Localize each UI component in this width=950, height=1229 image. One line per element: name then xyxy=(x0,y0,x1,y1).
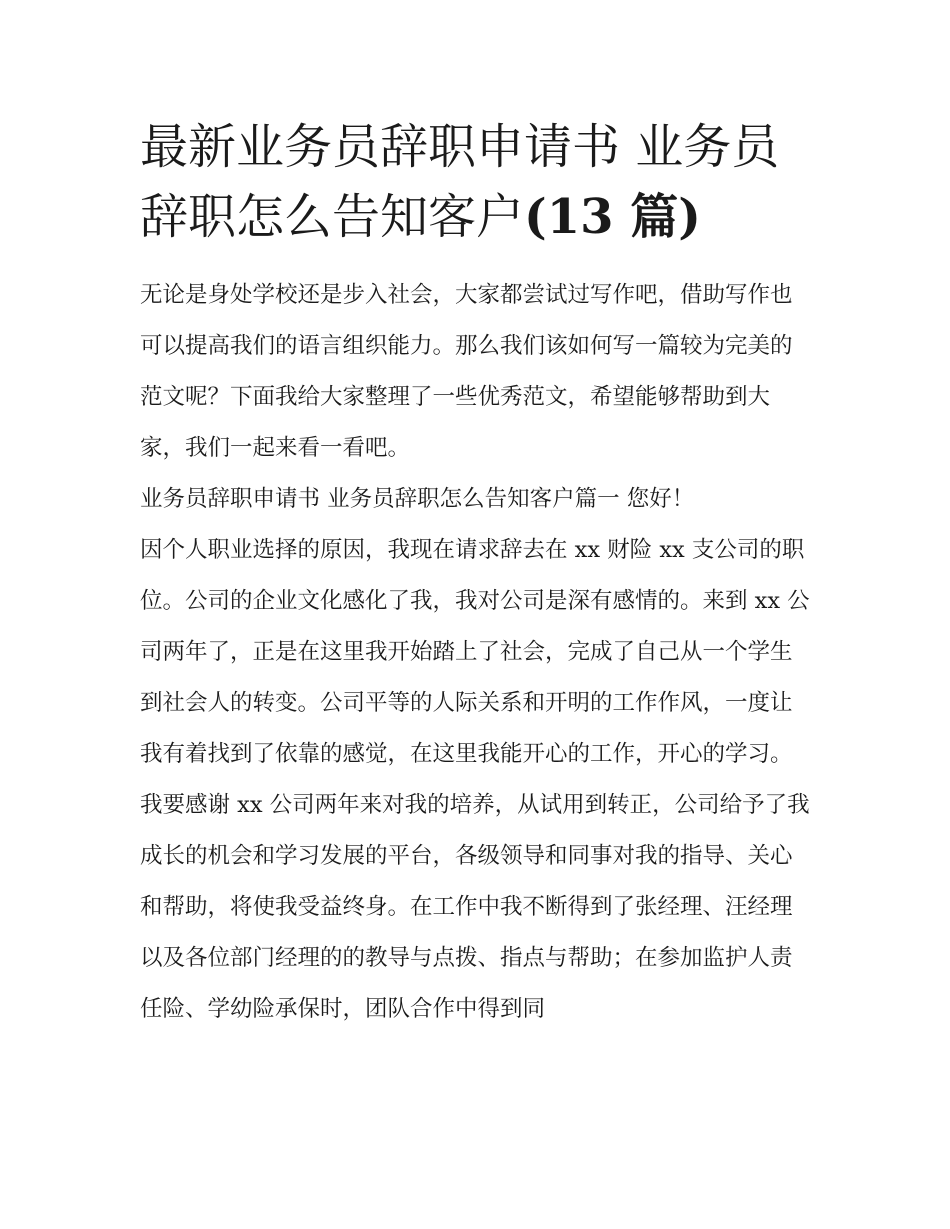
title-main: 最新业务员辞职申请书 业务员辞职怎么告知客户 xyxy=(140,119,780,245)
paragraph-heading: 业务员辞职申请书 业务员辞职怎么告知客户篇一 您好！ xyxy=(140,486,695,512)
document-page xyxy=(140,112,812,1035)
paragraph-thanks: 我要感谢 xx 公司两年来对我的培养，从试用到转正，公司给予了我成长的机会和学习发展的平台，各级领导和同事对我的指导、关心和帮助，将使我受益终身。在工作中我不断得到了张经理、汪经理以及各位部门经理的的教导与点拨、指点与帮助；在参加监护人责任险、学幼险承保时，团队合作中得到同 xyxy=(140,792,810,1022)
paragraph-intro: 无论是身处学校还是步入社会，大家都尝试过写作吧，借助写作也可以提高我们的语言组织能力。那么我们该如何写一篇较为完美的范文呢？下面我给大家整理了一些优秀范文，希望能够帮助到大家，我们一起来看一看吧。 xyxy=(140,282,793,461)
paragraph-reason: 因个人职业选择的原因，我现在请求辞去在 xx 财险 xx 支公司的职位。公司的企业文化感化了我，我对公司是深有感情的。来到 xx 公司两年了，正是在这里我开始踏上了社会，完成了自己从一个学生到社会人的转变。公司平等的人际关系和开明的工作作风，一度让我有着找到了依靠的感觉，在这里我能开心的工作，开心的学习。 xyxy=(140,537,810,767)
title-count: (13 篇) xyxy=(524,189,701,245)
document-title xyxy=(140,112,812,252)
document-body xyxy=(140,270,812,1035)
